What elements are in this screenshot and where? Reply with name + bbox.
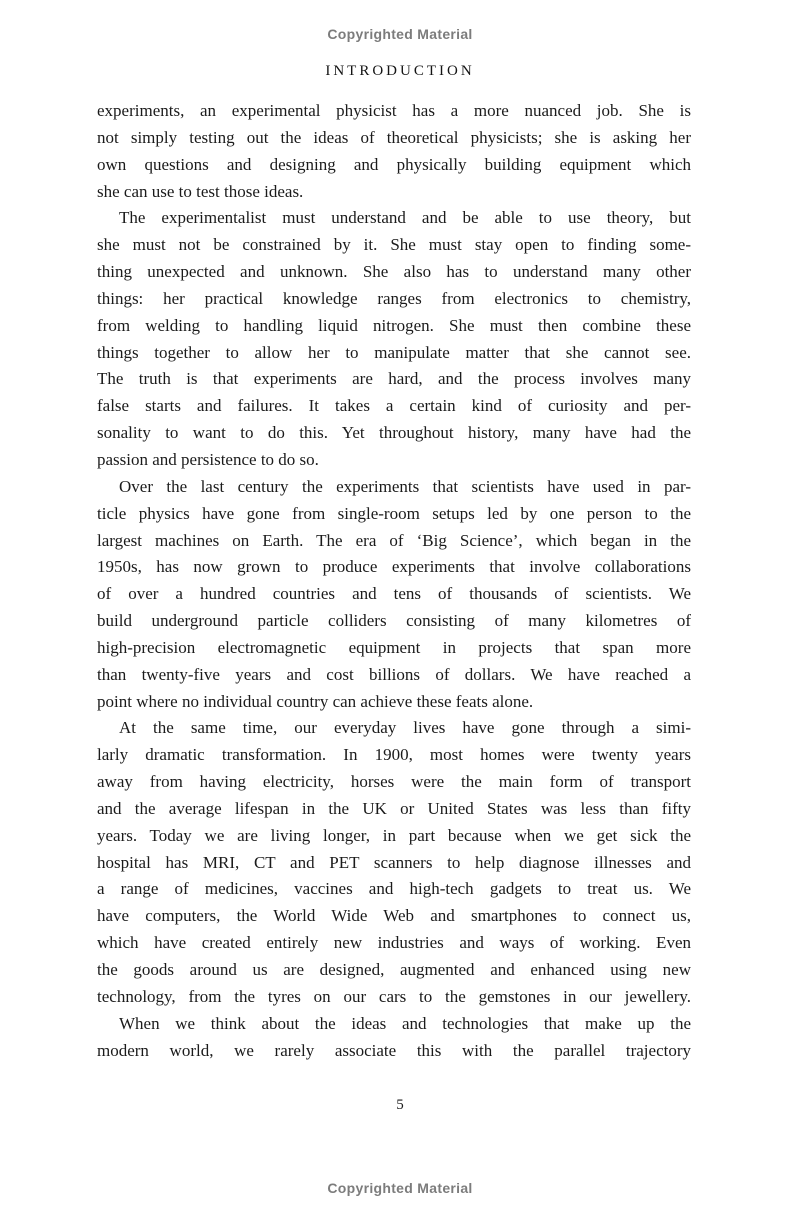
text-line: The truth is that experiments are hard, and the process involves many (97, 369, 691, 389)
paragraph (97, 474, 691, 716)
copyright-notice-top: Copyrighted Material (327, 26, 473, 42)
text-line: from welding to handling liquid nitrogen. She must then combine these (97, 315, 691, 335)
text-line: which have created entirely new industries and ways of working. Even (97, 933, 691, 953)
text-line: When we think about the ideas and technologies that make up the (119, 1013, 691, 1033)
text-line: technology, from the tyres on our cars to the gemstones in our jewellery. (97, 986, 691, 1006)
text-line: thing unexpected and unknown. She also has to understand many other (97, 262, 691, 282)
paragraph (97, 1011, 691, 1065)
paragraph (97, 98, 691, 205)
text-line: passion and persistence to do so. (97, 449, 319, 469)
text-line: Over the last century the experiments that scientists have used in par- (119, 476, 691, 496)
text-line: of over a hundred countries and tens of thousands of scientists. We (97, 584, 691, 604)
text-line: things: her practical knowledge ranges from electronics to chemistry, (97, 288, 691, 308)
text-line: hospital has MRI, CT and PET scanners to help diagnose illnesses and (97, 852, 691, 872)
text-line: larly dramatic transformation. In 1900, most homes were twenty years (97, 745, 691, 765)
text-line: largest machines on Earth. The era of ‘Big Science’, which began in the (97, 530, 691, 550)
chapter-title: INTRODUCTION (325, 63, 475, 79)
text-line: own questions and designing and physically building equipment which (97, 154, 691, 174)
text-line: build underground particle colliders consisting of many kilometres of (97, 611, 691, 631)
text-line: not simply testing out the ideas of theoretical physicists; she is asking her (97, 127, 691, 147)
text-line: ticle physics have gone from single-room setups led by one person to the (97, 503, 691, 523)
text-line: modern world, we rarely associate this with the parallel trajectory (97, 1040, 691, 1060)
page-number: 5 (396, 1097, 404, 1113)
text-line: have computers, the World Wide Web and smartphones to connect us, (97, 906, 691, 926)
text-line: years. Today we are living longer, in part because when we get sick the (97, 825, 691, 845)
paragraph (97, 205, 691, 473)
text-line: false starts and failures. It takes a certain kind of curiosity and per- (97, 396, 691, 416)
copyright-notice-bottom: Copyrighted Material (327, 1180, 473, 1196)
text-line: 1950s, has now grown to produce experiments that involve collaborations (97, 557, 691, 577)
text-line: and the average lifespan in the UK or United States was less than fifty (97, 798, 691, 818)
text-line: point where no individual country can achieve these feats alone. (97, 691, 534, 711)
text-line: high-precision electromagnetic equipment in projects that span more (97, 637, 691, 657)
text-line: she must not be constrained by it. She must stay open to finding some- (97, 235, 691, 255)
paragraph (97, 715, 691, 1010)
text-line: The experimentalist must understand and be able to use theory, but (119, 208, 691, 228)
text-line: she can use to test those ideas. (97, 181, 304, 201)
text-line: than twenty-five years and cost billions of dollars. We have reached a (97, 664, 691, 684)
text-line: At the same time, our everyday lives have gone through a simi- (119, 718, 691, 738)
text-line: the goods around us are designed, augmented and enhanced using new (97, 960, 691, 979)
text-line: things together to allow her to manipulate matter that she cannot see. (97, 342, 691, 362)
text-line: a range of medicines, vaccines and high-tech gadgets to treat us. We (97, 879, 691, 899)
text-line: sonality to want to do this. Yet throughout history, many have had the (97, 423, 691, 443)
text-line: away from having electricity, horses were the main form of transport (97, 772, 691, 792)
text-line: experiments, an experimental physicist has a more nuanced job. She is (97, 101, 691, 120)
body-text (97, 98, 691, 1064)
